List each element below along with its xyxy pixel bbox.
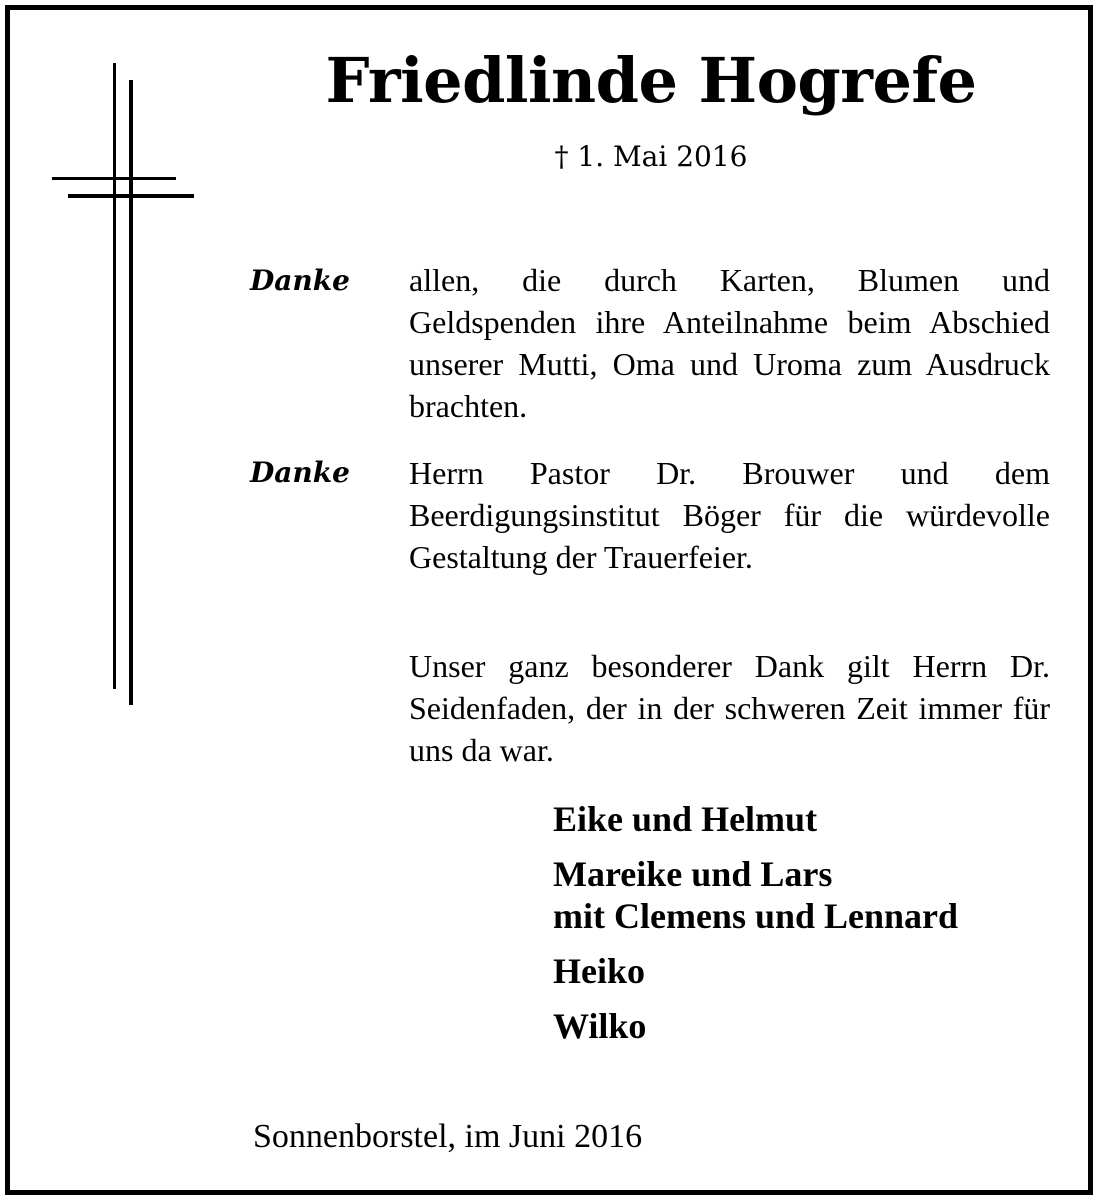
signature-5: Wilko: [553, 1006, 647, 1046]
signature-3: mit Clemens und Lennard: [553, 896, 959, 936]
notice-border: [5, 5, 1093, 1195]
thanks-text-2: Herrn Pastor Dr. Brouwer und dem Beerdigungsinstitut Böger für die würdevolle Gestaltung der Trauerfeier.: [409, 455, 1050, 575]
signature-4: Heiko: [553, 951, 646, 991]
death-date: † 1. Mai 2016: [554, 140, 748, 173]
signature-1: Eike und Helmut: [553, 799, 818, 839]
signature-2: Mareike und Lars: [553, 854, 833, 894]
deceased-name: Friedlinde Hogrefe: [325, 44, 977, 117]
place-and-date: Sonnenborstel, im Juni 2016: [253, 1118, 643, 1155]
special-thanks-text: Unser ganz besonderer Dank gilt Herrn Dr. Seidenfaden, der in der schweren Zeit immer für uns da war.: [409, 648, 1050, 768]
thanks-label-1: Danke: [250, 264, 350, 297]
thanks-label-2: Danke: [250, 456, 350, 489]
thanks-text-1: allen, die durch Karten, Blumen und Geldspenden ihre Anteilnahme beim Abschied unserer Mutti, Oma und Uroma zum Ausdruck brachten.: [409, 262, 1050, 424]
